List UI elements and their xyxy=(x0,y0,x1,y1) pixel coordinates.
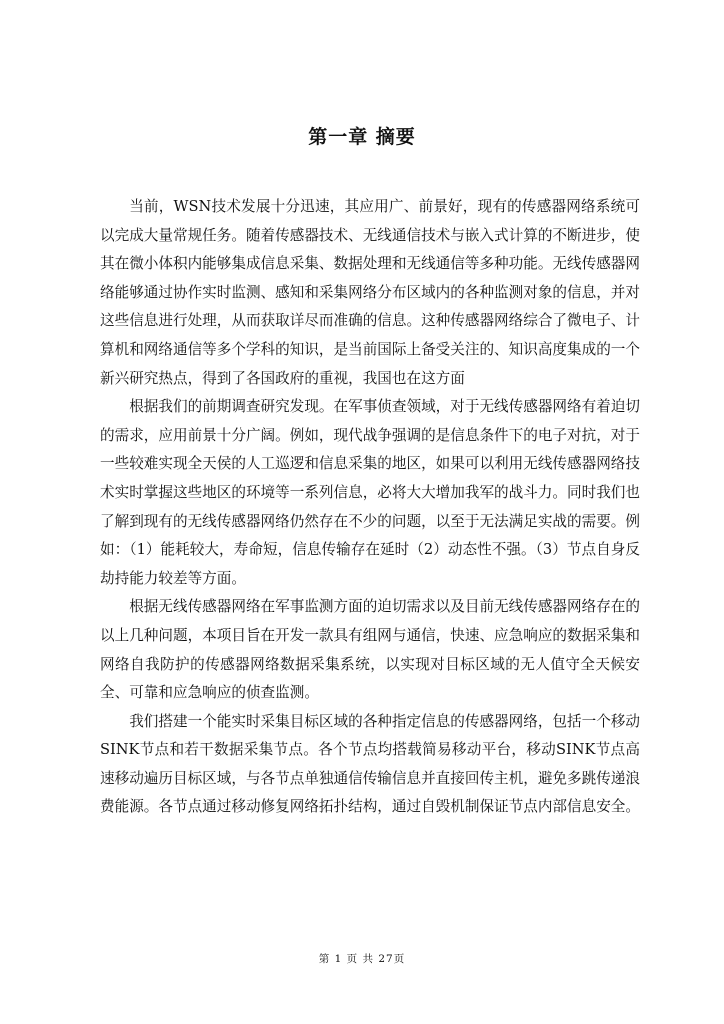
paragraph-2: 根据我们的前期调查研究发现。在军事侦查领域，对于无线传感器网络有着迫切的需求，应用前景十分广阔。例如，现代战争强调的是信息条件下的电子对抗，对于一些较难实现全天侯的人工巡逻和信息采集的地区，如果可以利用无线传感器网络技术实时掌握这些地区的环境等一系列信息，必将大大增加我军的战斗力。同时我们也了解到现有的无线传感器网络仍然存在不少的问题，以至于无法满足实战的需要。例如：（1）能耗较大，寿命短，信息传输存在延时（2）动态性不强。（3）节点自身反劫持能力较差等方面。 xyxy=(100,398,640,587)
abstract-body xyxy=(100,193,640,822)
chapter-title: 第一章 摘要 xyxy=(308,126,416,148)
paragraph-1: 当前，WSN技术发展十分迅速，其应用广、前景好，现有的传感器网络系统可以完成大量常规任务。随着传感器技术、无线通信技术与嵌入式计算的不断进步，使其在微小体积内能够集成信息采集、数据处理和无线通信等多种功能。无线传感器网络能够通过协作实时监测、感知和采集网络分布区域内的各种监测对象的信息，并对这些信息进行处理，从而获取详尽而准确的信息。这种传感器网络综合了微电子、计算机和网络通信等多个学科的知识，是当前国际上备受关注的、知识高度集成的一个新兴研究热点，得到了各国政府的重视，我国也在这方面 xyxy=(100,198,640,387)
page-number-footer: 第 1 页 共 27页 xyxy=(318,953,406,965)
paragraph-3: 根据无线传感器网络在军事监测方面的迫切需求以及目前无线传感器网络存在的以上几种问题，本项目旨在开发一款具有组网与通信，快速、应急响应的数据采集和网络自我防护的传感器网络数据采集系统，以实现对目标区域的无人值守全天候安全、可靠和应急响应的侦查监测。 xyxy=(100,598,640,702)
paragraph-4: 我们搭建一个能实时采集目标区域的各种指定信息的传感器网络，包括一个移动SINK节点和若干数据采集节点。各个节点均搭载简易移动平台，移动SINK节点高速移动遍历目标区域，与各节点单独通信传输信息并直接回传主机，避免多跳传递浪费能源。各节点通过移动修复网络拓扑结构，通过自毁机制保证节点内部信息安全。 xyxy=(100,712,640,816)
